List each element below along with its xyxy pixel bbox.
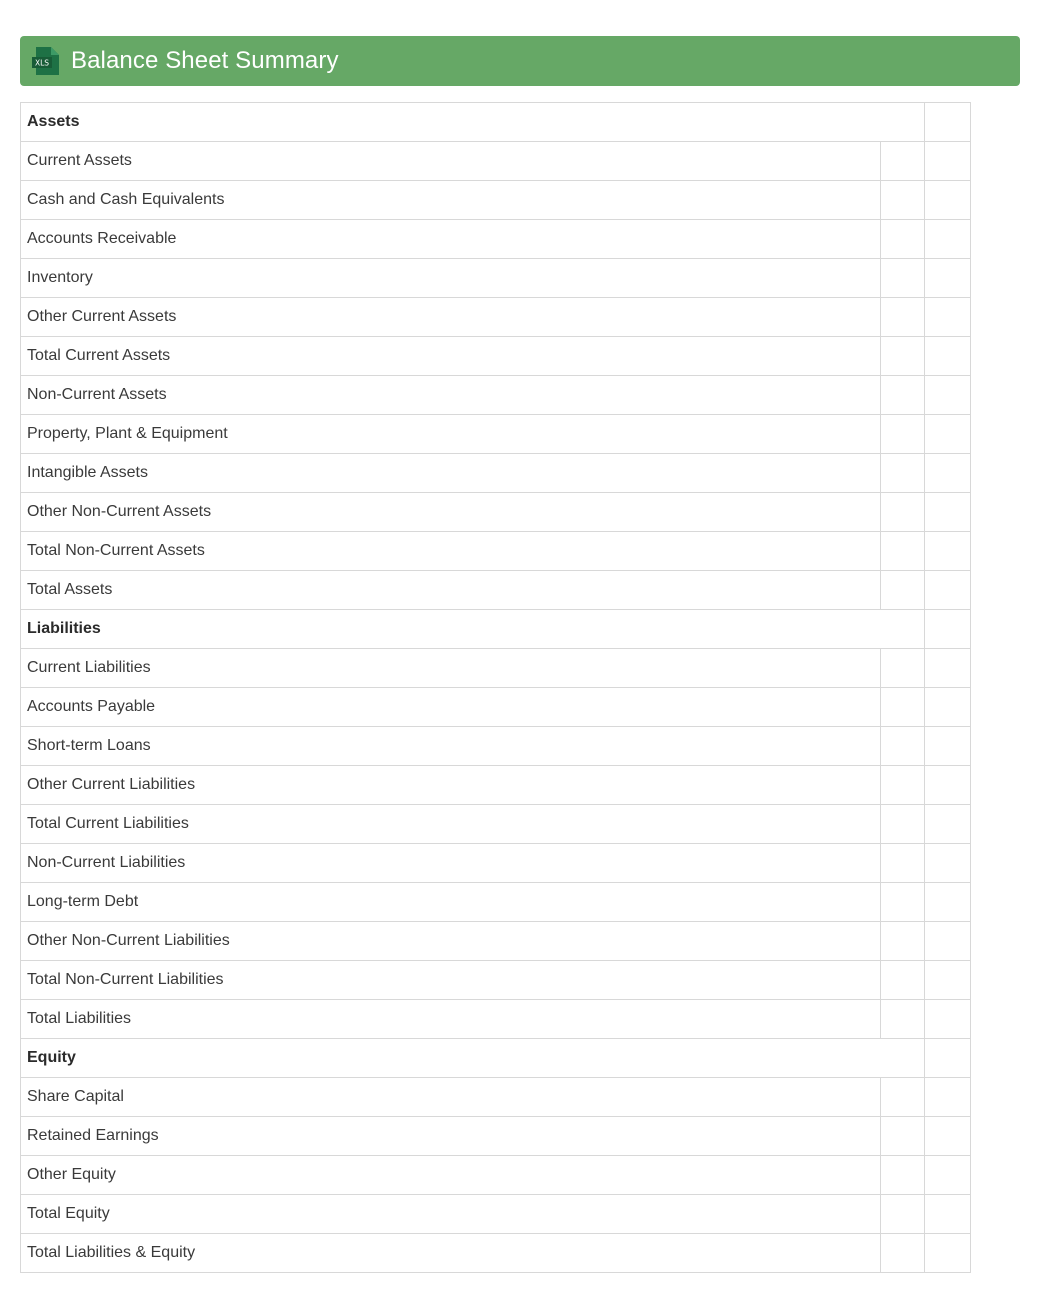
value-cell[interactable] [881, 220, 925, 259]
value-cell[interactable] [925, 961, 971, 1000]
value-cell[interactable] [925, 1039, 971, 1078]
value-cell[interactable] [925, 571, 971, 610]
line-item-label: Non-Current Liabilities [21, 844, 881, 883]
value-cell[interactable] [881, 1234, 925, 1273]
line-item-label: Total Liabilities & Equity [21, 1234, 881, 1273]
line-item-label: Long-term Debt [21, 883, 881, 922]
line-item-label: Other Equity [21, 1156, 881, 1195]
value-cell[interactable] [881, 376, 925, 415]
value-cell[interactable] [881, 805, 925, 844]
table-row [21, 142, 971, 181]
value-cell[interactable] [881, 766, 925, 805]
value-cell[interactable] [881, 337, 925, 376]
table-row [21, 1078, 971, 1117]
value-cell[interactable] [925, 142, 971, 181]
value-cell[interactable] [925, 532, 971, 571]
table-row [21, 454, 971, 493]
value-cell[interactable] [881, 649, 925, 688]
table-row [21, 1117, 971, 1156]
table-row [21, 1156, 971, 1195]
page-title: Balance Sheet Summary [71, 47, 339, 74]
table-row [21, 1195, 971, 1234]
value-cell[interactable] [925, 1000, 971, 1039]
xls-icon-label: XLS [34, 58, 50, 68]
table-row [21, 181, 971, 220]
table-row [21, 220, 971, 259]
line-item-label: Cash and Cash Equivalents [21, 181, 881, 220]
line-item-label: Inventory [21, 259, 881, 298]
balance-sheet-table [20, 102, 971, 1273]
line-item-label: Other Non-Current Liabilities [21, 922, 881, 961]
line-item-label: Other Current Assets [21, 298, 881, 337]
table-row [21, 805, 971, 844]
table-row [21, 688, 971, 727]
value-cell[interactable] [925, 805, 971, 844]
line-item-label: Total Non-Current Assets [21, 532, 881, 571]
value-cell[interactable] [881, 1117, 925, 1156]
table-row [21, 961, 971, 1000]
value-cell[interactable] [881, 415, 925, 454]
value-cell[interactable] [925, 766, 971, 805]
section-header-row [21, 103, 971, 142]
value-cell[interactable] [881, 844, 925, 883]
table-row [21, 493, 971, 532]
value-cell[interactable] [925, 922, 971, 961]
value-cell[interactable] [881, 961, 925, 1000]
table-row [21, 337, 971, 376]
value-cell[interactable] [925, 415, 971, 454]
table-row [21, 415, 971, 454]
table-row [21, 649, 971, 688]
line-item-label: Accounts Receivable [21, 220, 881, 259]
xls-file-icon [32, 46, 60, 76]
value-cell[interactable] [925, 649, 971, 688]
line-item-label: Total Assets [21, 571, 881, 610]
value-cell[interactable] [925, 1195, 971, 1234]
value-cell[interactable] [925, 883, 971, 922]
table-row [21, 844, 971, 883]
value-cell[interactable] [881, 493, 925, 532]
value-cell[interactable] [881, 922, 925, 961]
value-cell[interactable] [925, 1234, 971, 1273]
line-item-label: Intangible Assets [21, 454, 881, 493]
table-row [21, 883, 971, 922]
table-row [21, 532, 971, 571]
value-cell[interactable] [881, 727, 925, 766]
line-item-label: Total Current Assets [21, 337, 881, 376]
value-cell[interactable] [881, 298, 925, 337]
table-row [21, 727, 971, 766]
value-cell[interactable] [881, 142, 925, 181]
balance-sheet-body [21, 103, 971, 1273]
section-heading: Liabilities [21, 610, 925, 649]
value-cell[interactable] [881, 1000, 925, 1039]
value-cell[interactable] [925, 259, 971, 298]
value-cell[interactable] [881, 1078, 925, 1117]
value-cell[interactable] [881, 181, 925, 220]
section-heading: Equity [21, 1039, 925, 1078]
line-item-label: Other Current Liabilities [21, 766, 881, 805]
value-cell[interactable] [881, 1156, 925, 1195]
line-item-label: Accounts Payable [21, 688, 881, 727]
value-cell[interactable] [925, 610, 971, 649]
value-cell[interactable] [881, 454, 925, 493]
line-item-label: Total Non-Current Liabilities [21, 961, 881, 1000]
line-item-label: Short-term Loans [21, 727, 881, 766]
value-cell[interactable] [925, 493, 971, 532]
line-item-label: Current Liabilities [21, 649, 881, 688]
line-item-label: Retained Earnings [21, 1117, 881, 1156]
section-header-row [21, 610, 971, 649]
table-row [21, 1000, 971, 1039]
table-row [21, 1234, 971, 1273]
value-cell[interactable] [925, 1117, 971, 1156]
value-cell[interactable] [925, 103, 971, 142]
table-row [21, 259, 971, 298]
value-cell[interactable] [925, 337, 971, 376]
value-cell[interactable] [881, 688, 925, 727]
line-item-label: Other Non-Current Assets [21, 493, 881, 532]
value-cell[interactable] [925, 1156, 971, 1195]
value-cell[interactable] [925, 688, 971, 727]
value-cell[interactable] [881, 532, 925, 571]
value-cell[interactable] [925, 181, 971, 220]
value-cell[interactable] [925, 727, 971, 766]
section-heading: Assets [21, 103, 925, 142]
value-cell[interactable] [925, 844, 971, 883]
table-row [21, 298, 971, 337]
value-cell[interactable] [881, 883, 925, 922]
table-row [21, 766, 971, 805]
line-item-label: Non-Current Assets [21, 376, 881, 415]
title-bar [20, 36, 1020, 86]
line-item-label: Total Liabilities [21, 1000, 881, 1039]
table-row [21, 376, 971, 415]
line-item-label: Current Assets [21, 142, 881, 181]
value-cell[interactable] [925, 454, 971, 493]
table-row [21, 571, 971, 610]
value-cell[interactable] [881, 571, 925, 610]
value-cell[interactable] [881, 1195, 925, 1234]
value-cell[interactable] [925, 298, 971, 337]
section-header-row [21, 1039, 971, 1078]
line-item-label: Total Current Liabilities [21, 805, 881, 844]
value-cell[interactable] [925, 376, 971, 415]
line-item-label: Total Equity [21, 1195, 881, 1234]
line-item-label: Property, Plant & Equipment [21, 415, 881, 454]
value-cell[interactable] [925, 220, 971, 259]
value-cell[interactable] [925, 1078, 971, 1117]
value-cell[interactable] [881, 259, 925, 298]
table-row [21, 922, 971, 961]
line-item-label: Share Capital [21, 1078, 881, 1117]
